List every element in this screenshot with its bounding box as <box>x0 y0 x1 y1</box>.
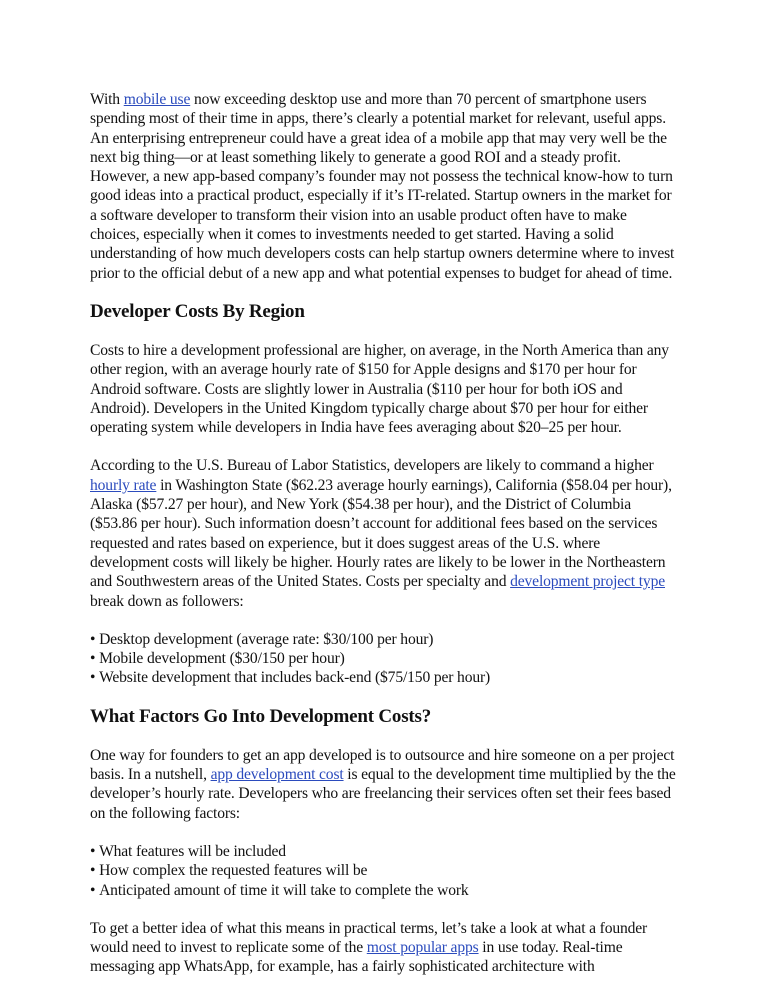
development-project-type-link[interactable]: development project type <box>510 573 665 591</box>
list-item: • Mobile development ($30/150 per hour) <box>90 649 678 668</box>
bls-paragraph <box>90 456 678 610</box>
list-item: • Desktop development (average rate: $30/100 per hour) <box>90 630 678 649</box>
bls-text-2: in Washington State ($62.23 average hourly earnings), California ($58.04 per hour), Alaska ($57.27 per hour), and New York ($54.38 per hour), and the District of Columbia ($53.86 per hour). Such information doesn’t account for additional fees based on the services requested and rates based on experience, but it does suggest areas of the U.S. where development costs will likely be higher. Hourly rates are likely to be lower in the Northeastern and Southwestern areas of the United States. Costs per specialty and <box>90 476 672 591</box>
mobile-use-link[interactable]: mobile use <box>123 91 191 108</box>
list-item: • Anticipated amount of time it will take to complete the work <box>90 881 678 900</box>
app-development-cost-link[interactable]: app development cost <box>210 766 344 784</box>
most-popular-apps-link[interactable]: most popular apps <box>366 939 479 957</box>
whatsapp-paragraph <box>90 919 678 977</box>
bls-text-3: break down as followers: <box>90 592 244 610</box>
intro-text-1: With <box>90 91 124 108</box>
specialty-cost-list <box>90 630 678 688</box>
hourly-rate-link[interactable]: hourly rate <box>90 476 157 494</box>
intro-text-2: now exceeding desktop use and more than 70 percent of smartphone users spending most of their time in apps, there’s clearly a potential market for relevant, useful apps. An enterprising entrepreneur could have a great idea of a mobile app that may very well be the next big thing—or at least something likely to generate a good ROI and a steady profit. However, a new app-based company’s founder may not possess the technical know-how to turn good ideas into a practical product, especially if it’s IT-related. Startup owners in the market for a software developer to transform their vision into an usable product often have to make choices, especially when it comes to investments needed to get started. Having a solid understanding of how much developers costs can help startup owners determine where to invest prior to the official debut of a new app and what potential expenses to budget for ahead of time. <box>90 91 675 282</box>
heading-developer-costs-by-region: Developer Costs By Region <box>90 300 305 322</box>
list-item: • Website development that includes back-end ($75/150 per hour) <box>90 668 678 687</box>
outsource-paragraph <box>90 746 678 823</box>
list-item: • What features will be included <box>90 842 678 861</box>
intro-paragraph <box>90 90 678 283</box>
factors-list <box>90 842 678 900</box>
region-costs-paragraph: Costs to hire a development professional are higher, on average, in the North America than any other region, with an average hourly rate of $150 for Apple designs and $170 per hour for Android software. Costs are slightly lower in Australia ($110 per hour for both iOS and Android). Developers in the United Kingdom typically charge about $70 per hour for either operating system while developers in India have fees averaging about $20–25 per hour. <box>90 341 669 437</box>
bls-text-1: According to the U.S. Bureau of Labor Statistics, developers are likely to command a higher <box>90 457 654 475</box>
outsource-text-2: is equal to the development time multiplied by the the developer’s hourly rate. Developers who are freelancing their services often set their fees based on the following factors: <box>90 766 676 822</box>
outsource-text-1: One way for founders to get an app developed is to outsource and hire someone on a per project basis. In a nutshell, <box>90 746 675 784</box>
list-item: • How complex the requested features will be <box>90 861 678 880</box>
heading-what-factors: What Factors Go Into Development Costs? <box>90 705 432 727</box>
whatsapp-text-1: To get a better idea of what this means in practical terms, let’s take a look at what a founder would need to invest to replicate some of the <box>90 919 648 957</box>
whatsapp-text-2: in use today. Real-time messaging app WhatsApp, for example, has a fairly sophisticated architecture with <box>90 939 623 976</box>
